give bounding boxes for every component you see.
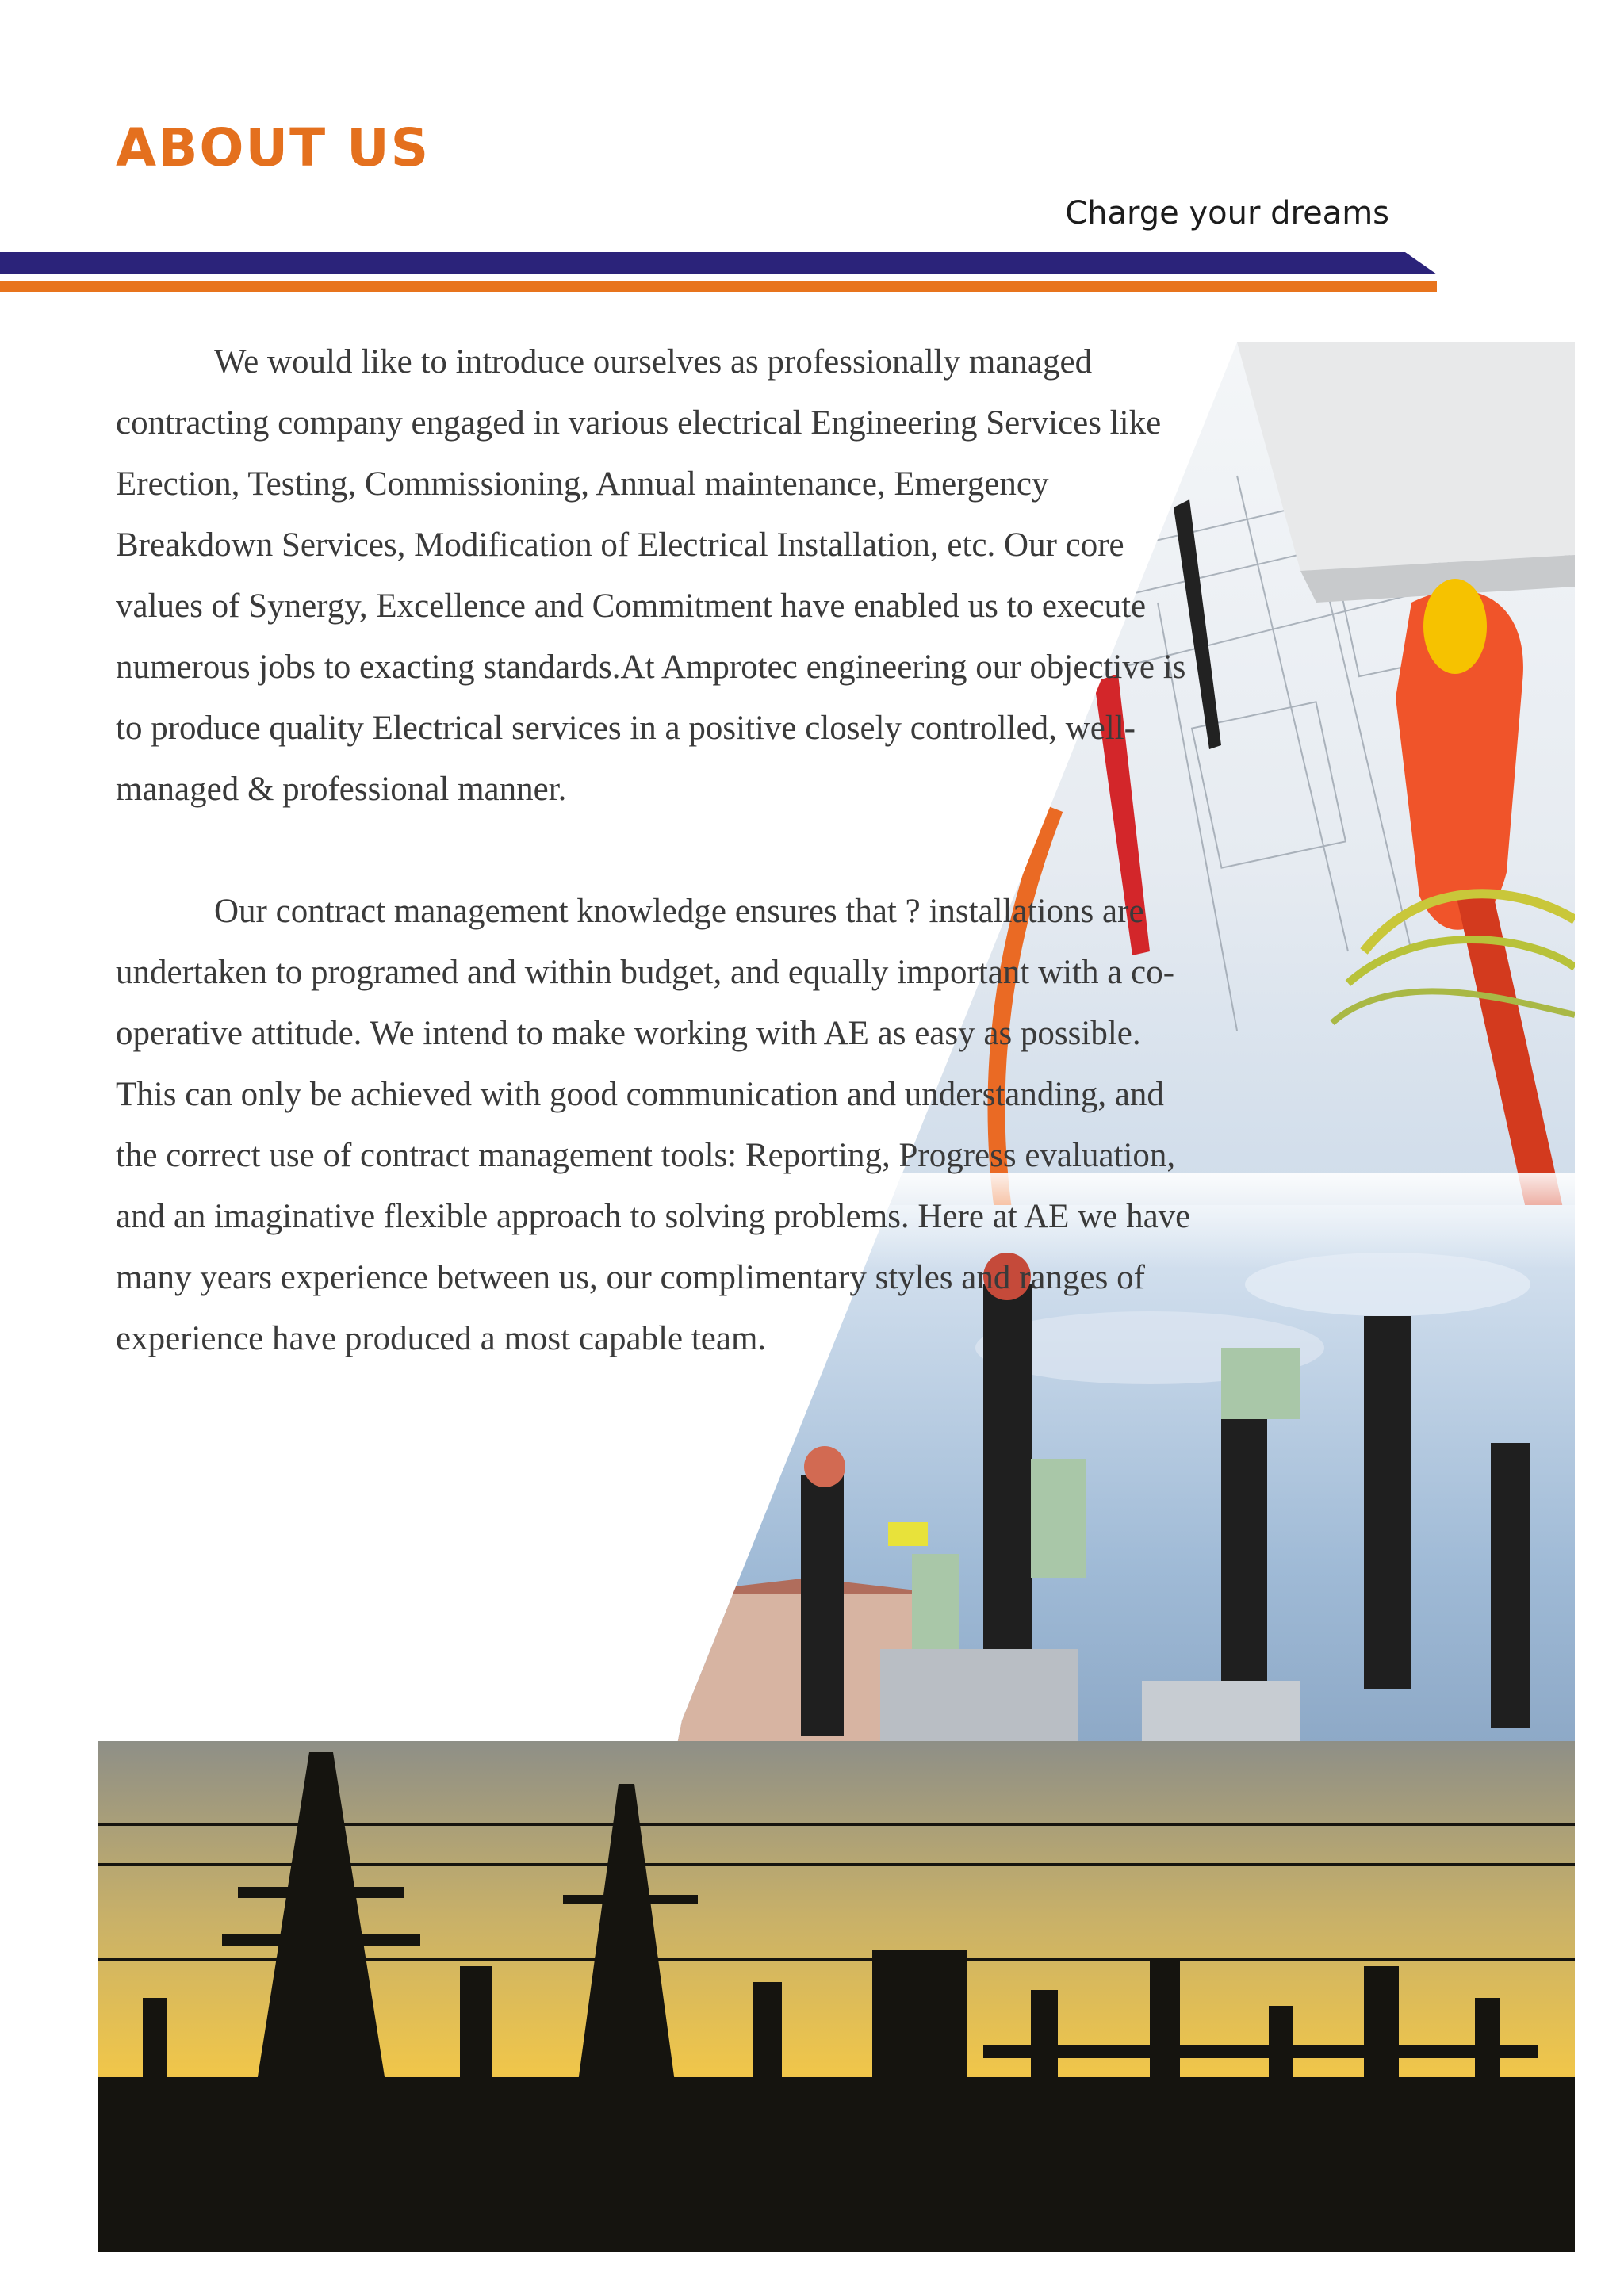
page-title: ABOUT US [116, 117, 431, 178]
paragraph-contract-management: Our contract management knowledge ensures that ? installations are undertaken to programed and within budget, and equally important with a co-operative attitude. We intend to make working with AE as easy as possible. This can only be achieved with good communication and understanding, and the correct use of contract management tools: Reporting, Progress evaluation, and an imaginative flexible approach to solving problems. Here at AE we have many years experience between us, our complimentary styles and ranges of experience have produced a most capable team. [116, 893, 1191, 1357]
about-text [116, 331, 1210, 1711]
paragraph-intro: We would like to introduce ourselves as professionally managed contracting company engaged in various electrical Engineering Services like Erection, Testing, Commissioning, Annual maintenance, Emergency Breakdown Services, Modification of Electrical Installation, etc. Our core values of Synergy, Excellence and Commitment have enabled us to execute numerous jobs to exacting standards.At Amprotec engineering our objective is to produce quality Electrical services in a positive closely controlled, well-managed & professional manner. [116, 343, 1186, 808]
tagline: Charge your dreams [1065, 195, 1389, 232]
